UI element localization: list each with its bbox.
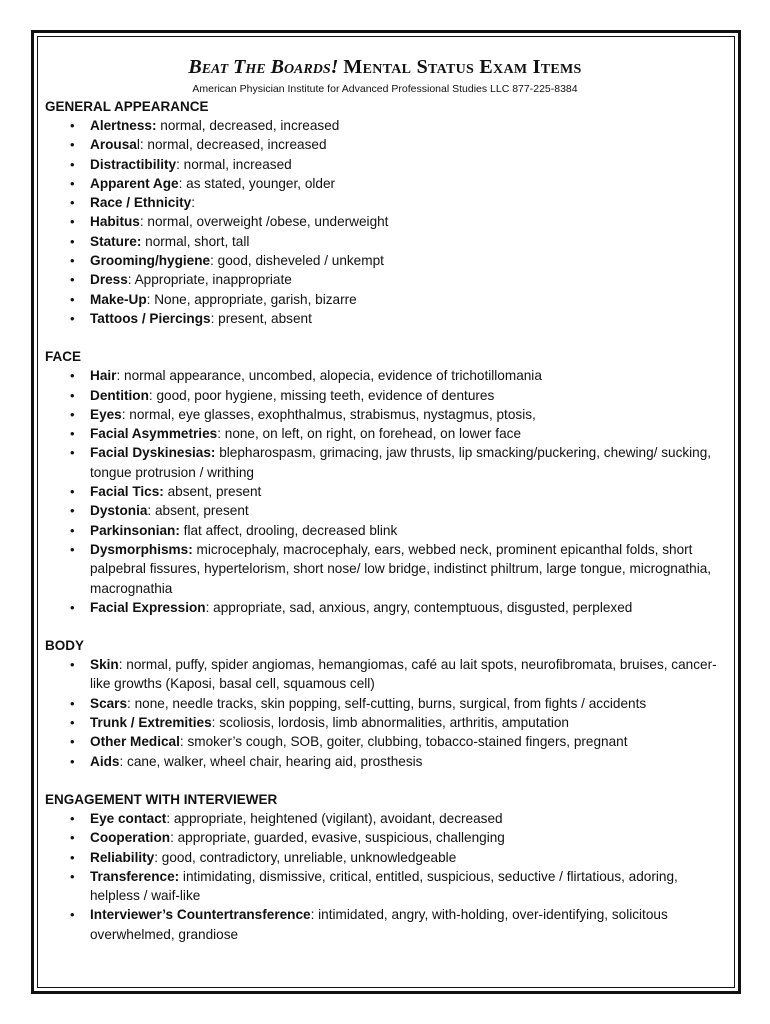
document-subtitle: American Physician Institute for Advanced Professional Studies LLC 877-225-8384 (192, 83, 578, 95)
list-item (45, 809, 725, 828)
list-item (45, 290, 725, 309)
document-title (45, 53, 725, 81)
bullet-icon: • (70, 156, 75, 172)
item-label: Habitus (90, 214, 140, 230)
item-label: Aids (90, 753, 120, 769)
item-label: Grooming/hygiene (90, 253, 211, 269)
bullet-icon: • (70, 195, 75, 211)
item-text: : good, poor hygiene, missing teeth, evidence of dentures (148, 387, 495, 403)
list-item (45, 521, 725, 540)
list-item (45, 424, 725, 443)
bullet-icon: • (70, 657, 75, 673)
item-text: microcephaly, macrocephaly, ears, webbed neck, prominent epicanthal folds, short palpebral fissures, hypertelorism, short nose/ low bridge, indistinct philtrum, large tongue, micrognathia, macrognathia (90, 541, 712, 596)
bullet-icon: • (70, 907, 75, 923)
bullet-icon: • (70, 695, 75, 711)
bullet-icon: • (70, 387, 75, 403)
item-text: : (191, 195, 196, 211)
item-text: : good, disheveled / unkempt (210, 253, 384, 269)
item-label: Transference: (90, 868, 180, 884)
bullet-icon: • (70, 830, 75, 846)
list-item (45, 713, 725, 732)
list-item (45, 443, 725, 482)
item-text: : normal, puffy, spider angiomas, hemangiomas, café au lait spots, neurofibromata, bruises, cancer-like growths (Kaposi, basal cell, squamous cell) (90, 657, 717, 692)
item-text: : good, contradictory, unreliable, unknowledgeable (154, 849, 457, 865)
bullet-icon: • (70, 849, 75, 865)
item-text: intimidating, dismissive, critical, entitled, suspicious, seductive / flirtatious, adoring, helpless / waif-like (90, 868, 678, 904)
list-item (45, 732, 725, 751)
item-label: Eye contact (90, 810, 167, 826)
list-item (45, 828, 725, 847)
item-label: Make-Up (90, 291, 147, 307)
section (45, 97, 725, 328)
bullet-icon: • (70, 175, 75, 191)
item-text: l: normal, decreased, increased (136, 137, 327, 153)
list-item (45, 655, 725, 694)
title-main: Mental Status Exam Items (343, 56, 582, 78)
item-label: Dentition (90, 387, 149, 403)
item-text: : Appropriate, inappropriate (127, 272, 292, 288)
section-heading: ENGAGEMENT WITH INTERVIEWER (45, 791, 278, 807)
item-label: Other Medical (90, 734, 180, 750)
bullet-icon: • (70, 272, 75, 288)
title-brand: Beat The Boards! (188, 56, 339, 78)
section (45, 790, 725, 944)
bullet-icon: • (70, 541, 75, 557)
item-list (45, 655, 725, 771)
item-text: : as stated, younger, older (178, 175, 336, 191)
bullet-icon: • (70, 484, 75, 500)
bullet-icon: • (70, 310, 75, 326)
list-item (45, 135, 725, 154)
item-text: normal, decreased, increased (156, 118, 340, 133)
list-item (45, 155, 725, 174)
section-heading: FACE (45, 349, 82, 365)
item-label: Tattoos / Piercings (90, 310, 211, 326)
bullet-icon: • (70, 715, 75, 731)
item-text: : scoliosis, lordosis, limb abnormalities, arthritis, amputation (211, 715, 569, 731)
item-text: : cane, walker, wheel chair, hearing aid, prosthesis (119, 753, 423, 769)
bullet-icon: • (70, 291, 75, 307)
list-item (45, 386, 725, 405)
item-label: Alertness: (90, 118, 157, 133)
item-list (45, 366, 725, 617)
item-text: flat affect, drooling, decreased blink (179, 522, 398, 538)
list-item (45, 540, 725, 598)
item-text: : intimidated, angry, with-holding, over-identifying, solicitous overwhelmed, grandiose (90, 907, 668, 942)
list-item (45, 598, 725, 617)
list-item (45, 848, 725, 867)
item-label: Dysmorphisms: (90, 541, 193, 557)
bullet-icon: • (70, 445, 75, 461)
list-item (45, 212, 725, 231)
item-label: Arousa (90, 137, 137, 153)
item-list (45, 116, 725, 328)
list-item (45, 694, 725, 713)
item-text: : appropriate, guarded, evasive, suspicious, challenging (170, 830, 505, 846)
item-text: : None, appropriate, garish, bizarre (146, 291, 357, 307)
item-label: Apparent Age (90, 175, 179, 191)
item-text: : smoker’s cough, SOB, goiter, clubbing, tobacco-stained fingers, pregnant (179, 734, 628, 750)
item-label: Hair (90, 368, 117, 384)
section (45, 347, 725, 617)
bullet-icon: • (70, 368, 75, 384)
list-item (45, 867, 725, 906)
list-item (45, 193, 725, 212)
section-heading: GENERAL APPEARANCE (45, 99, 209, 114)
bullet-icon: • (70, 406, 75, 422)
item-text: : normal, eye glasses, exophthalmus, strabismus, nystagmus, ptosis, (121, 406, 536, 422)
sections-container (45, 97, 725, 944)
bullet-icon: • (70, 503, 75, 519)
bullet-icon: • (70, 734, 75, 750)
item-label: Scars (90, 695, 128, 711)
item-list (45, 809, 725, 944)
item-text: : none, needle tracks, skin popping, self-cutting, burns, surgical, from fights / accidents (127, 695, 647, 711)
list-item (45, 405, 725, 424)
item-text: : normal appearance, uncombed, alopecia, evidence of trichotillomania (116, 368, 542, 384)
list-item (45, 482, 725, 501)
item-text: : appropriate, sad, anxious, angry, contemptuous, disgusted, perplexed (205, 599, 633, 615)
document-body (45, 53, 725, 944)
list-item (45, 501, 725, 520)
item-text: normal, short, tall (141, 233, 250, 249)
list-item (45, 174, 725, 193)
bullet-icon: • (70, 810, 75, 826)
list-item (45, 366, 725, 385)
bullet-icon: • (70, 118, 75, 133)
item-text: : absent, present (147, 503, 249, 519)
item-label: Cooperation (90, 830, 171, 846)
item-label: Distractibility (90, 156, 177, 172)
item-text: : normal, increased (176, 156, 292, 172)
item-text: : normal, overweight /obese, underweight (139, 214, 389, 230)
item-label: Stature: (90, 233, 142, 249)
bullet-icon: • (70, 599, 75, 615)
section (45, 636, 725, 771)
item-text: absent, present (163, 484, 262, 500)
bullet-icon: • (70, 426, 75, 442)
section-heading: BODY (45, 638, 85, 654)
item-text: blepharospasm, grimacing, jaw thrusts, lip smacking/puckering, chewing/ sucking, tongue protrusion / writhing (90, 445, 712, 480)
item-label: Facial Asymmetries (90, 426, 218, 442)
item-label: Parkinsonian: (90, 522, 180, 538)
list-item (45, 116, 725, 135)
bullet-icon: • (70, 253, 75, 269)
item-label: Facial Dyskinesias: (90, 445, 216, 461)
item-text: : present, absent (210, 310, 312, 326)
bullet-icon: • (70, 522, 75, 538)
bullet-icon: • (70, 214, 75, 230)
item-label: Skin (90, 657, 119, 673)
item-text: : none, on left, on right, on forehead, on lower face (217, 426, 521, 442)
bullet-icon: • (70, 868, 75, 884)
bullet-icon: • (70, 137, 75, 153)
item-label: Eyes (90, 406, 122, 422)
list-item (45, 905, 725, 944)
list-item (45, 309, 725, 328)
list-item (45, 251, 725, 270)
item-label: Trunk / Extremities (90, 715, 212, 731)
item-label: Facial Tics: (90, 484, 164, 500)
bullet-icon: • (70, 753, 75, 769)
item-label: Dystonia (90, 503, 148, 519)
list-item (45, 270, 725, 289)
bullet-icon: • (70, 233, 75, 249)
item-text: : appropriate, heightened (vigilant), avoidant, decreased (166, 810, 503, 826)
item-label: Interviewer’s Countertransference (90, 907, 311, 923)
list-item (45, 232, 725, 251)
item-label: Reliability (90, 849, 155, 865)
list-item (45, 752, 725, 771)
item-label: Dress (90, 272, 128, 288)
item-label: Race / Ethnicity (90, 195, 192, 211)
item-label: Facial Expression (90, 599, 206, 615)
